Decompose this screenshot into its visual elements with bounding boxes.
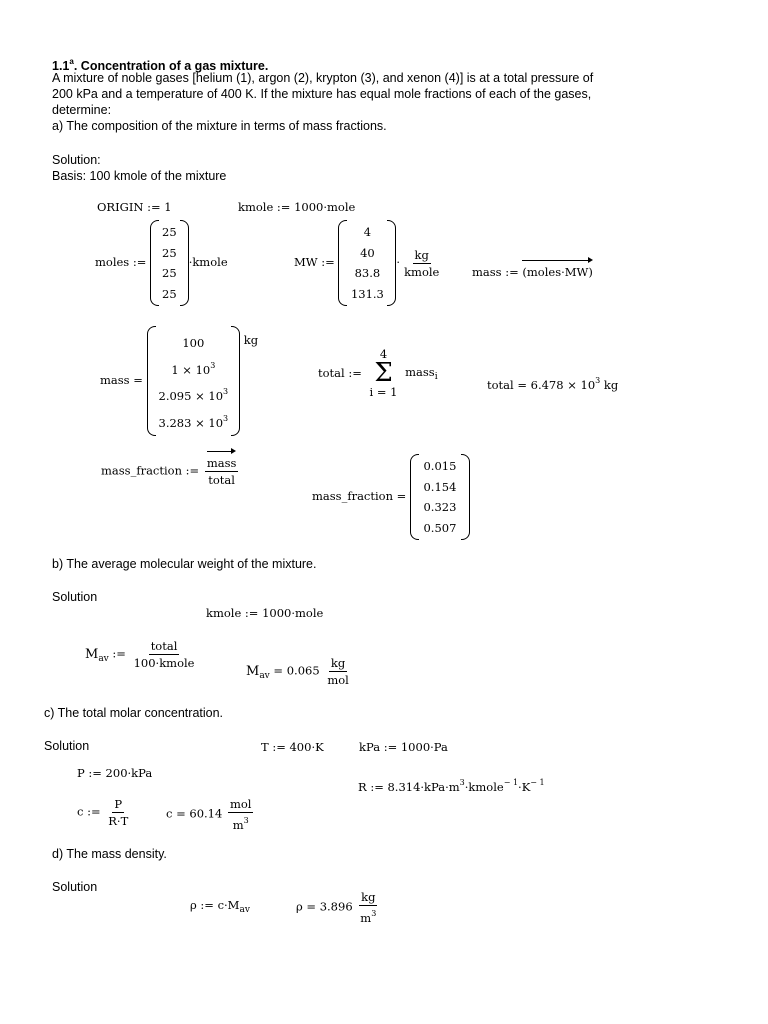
intro-line-2: 200 kPa and a temperature of 400 K. If the mixture has equal mole fractions of each of the gases, xyxy=(52,87,592,101)
mav-value: 0.065 xyxy=(286,663,320,678)
mf-value: 0.323 xyxy=(423,500,457,515)
mass-exp: 3 xyxy=(223,387,229,397)
mw-value: 83.8 xyxy=(354,266,381,281)
mass-value-row xyxy=(159,332,229,350)
moles-matrix xyxy=(150,220,189,306)
density-result: ρ = 3.896 $\frac{kg}{m^3}$ xyxy=(296,890,377,925)
mav-num: total xyxy=(150,639,178,653)
concentration-def: c := $\frac{P}{R\cdot T}$ xyxy=(77,797,129,828)
basis-text: Basis: 100 kmole of the mixture xyxy=(52,169,227,183)
sigma-symbol: Σ xyxy=(374,358,393,388)
mf-num: mass xyxy=(206,456,237,470)
mass-exp: 3 xyxy=(210,360,216,370)
part-d-solution-label: Solution xyxy=(52,880,98,894)
concentration-result: c = 60.14 $\frac{\text{mol}}{m^3}$ xyxy=(166,797,252,832)
mass-value-row xyxy=(159,412,229,430)
moles-unit: ·kmole xyxy=(188,255,228,269)
mass-result xyxy=(100,326,258,436)
mav-result: $M_{av} = 0.065$ $\frac{kg}{\text{mol}}$ xyxy=(246,656,349,687)
mw-matrix xyxy=(338,220,396,306)
mass-fraction-result xyxy=(312,454,470,540)
mw-value: 40 xyxy=(360,245,375,260)
total-definition xyxy=(318,348,438,398)
gas-constant-def: R := $8.314\cdot kPa\cdot m^3\cdot kmole^{- 1}\cdot K^{- 1}$ xyxy=(358,778,545,794)
part-b-solution-label: Solution xyxy=(52,590,98,604)
moles-value: 25 xyxy=(162,245,177,260)
mf-value: 0.154 xyxy=(423,479,457,494)
mass-unit: kg xyxy=(243,333,259,347)
mass-vec-lhs: mass := xyxy=(472,265,519,279)
intro-line-1: A mixture of noble gases [helium (1), argon (2), krypton (3), and xenon (4)] is at a total pressure of xyxy=(52,71,594,85)
sum-term: mass xyxy=(405,364,435,379)
mav-result-symbol: $M_{av}$ xyxy=(246,663,270,681)
mass-vectorized-def xyxy=(472,265,593,279)
mf-matrix xyxy=(410,454,470,540)
problem-number-superscript: a xyxy=(69,57,74,66)
mass-matrix xyxy=(147,326,241,436)
mass-value: 3.283 × 10 xyxy=(158,415,224,430)
problem-number: 1.1 xyxy=(52,59,70,73)
mf-result-lhs: mass_fraction = xyxy=(312,489,407,503)
mw-unit-den: kmole xyxy=(404,264,440,279)
c-unit: $\frac{\text{mol}}{m^3}$ xyxy=(229,797,252,832)
total-unit: kg xyxy=(603,378,619,392)
mass-value-row xyxy=(159,385,229,403)
mass-value-row xyxy=(159,359,229,377)
total-lhs: total := xyxy=(318,366,362,380)
part-c-solution-label: Solution xyxy=(44,739,90,753)
density-def: ρ := $c\cdot M_{av}$ xyxy=(190,898,250,915)
mass-fraction-def xyxy=(101,456,240,487)
moles-equation xyxy=(95,220,228,306)
mw-value: 131.3 xyxy=(350,286,384,301)
mw-unit-num: kg xyxy=(414,247,429,262)
sum-upper-limit: 4 xyxy=(379,347,388,361)
kmole-def-a: kmole := 1000·mole xyxy=(238,200,356,214)
c-fraction: $\frac{P}{R\cdot T}$ xyxy=(108,797,129,828)
mav-symbol: $M_{av}$ xyxy=(85,646,109,664)
mass-value: 1 × 10 xyxy=(171,362,211,377)
kpa-def: kPa := 1000·Pa xyxy=(359,740,448,754)
part-a-heading: a) The composition of the mixture in terms of mass fractions. xyxy=(52,119,387,133)
mf-fraction xyxy=(205,456,239,487)
mass-vec-rhs: (moles·MW) xyxy=(522,265,593,279)
problem-title-text: . Concentration of a gas mixture. xyxy=(73,59,269,73)
total-result xyxy=(487,376,618,392)
mav-definition xyxy=(85,639,198,670)
mf-lhs: mass_fraction := xyxy=(101,463,200,478)
sum-index: i xyxy=(434,371,438,382)
part-b-heading: b) The average molecular weight of the mixture. xyxy=(52,557,317,571)
moles-value: 25 xyxy=(162,286,177,301)
intro-line-3: determine: xyxy=(52,103,112,117)
moles-value: 25 xyxy=(162,266,177,281)
mw-unit xyxy=(402,248,441,279)
mav-fraction xyxy=(132,639,197,670)
mav-unit: $\frac{kg}{\text{mol}}$ xyxy=(327,656,349,687)
temperature-def: T := 400·K xyxy=(261,740,324,754)
mass-lhs: mass = xyxy=(100,373,143,387)
moles-lhs: moles := xyxy=(95,255,147,269)
total-result-value: total = 6.478 × 10 xyxy=(487,378,596,392)
pressure-def: P := 200·kPa xyxy=(77,766,153,780)
mass-value: 100 xyxy=(182,336,205,351)
mav-assign: := xyxy=(112,646,126,661)
mw-value: 4 xyxy=(363,225,372,240)
rho-unit: $\frac{kg}{m^3}$ xyxy=(360,890,377,925)
kmole-def-b: kmole := 1000·mole xyxy=(206,606,324,620)
mf-den: total xyxy=(208,473,235,487)
mw-equation: MW := 4 40 83.8 131.3 · $\frac{kg}{\text{kmole}}$ xyxy=(294,220,443,306)
origin-def: ORIGIN := 1 xyxy=(97,200,172,214)
mass-value: 2.095 × 10 xyxy=(158,389,224,404)
mw-lhs: MW := xyxy=(294,255,335,269)
part-d-heading: d) The mass density. xyxy=(52,847,167,861)
moles-value: 25 xyxy=(162,225,177,240)
total-exp: 3 xyxy=(595,376,601,385)
sum-lower-limit: i = 1 xyxy=(369,385,398,399)
part-c-heading: c) The total molar concentration. xyxy=(44,706,224,720)
mf-value: 0.507 xyxy=(423,520,457,535)
mass-exp: 3 xyxy=(223,413,229,423)
solution-a-label: Solution: xyxy=(52,153,101,167)
mav-den: 100·kmole xyxy=(133,656,195,670)
mf-value: 0.015 xyxy=(423,459,457,474)
